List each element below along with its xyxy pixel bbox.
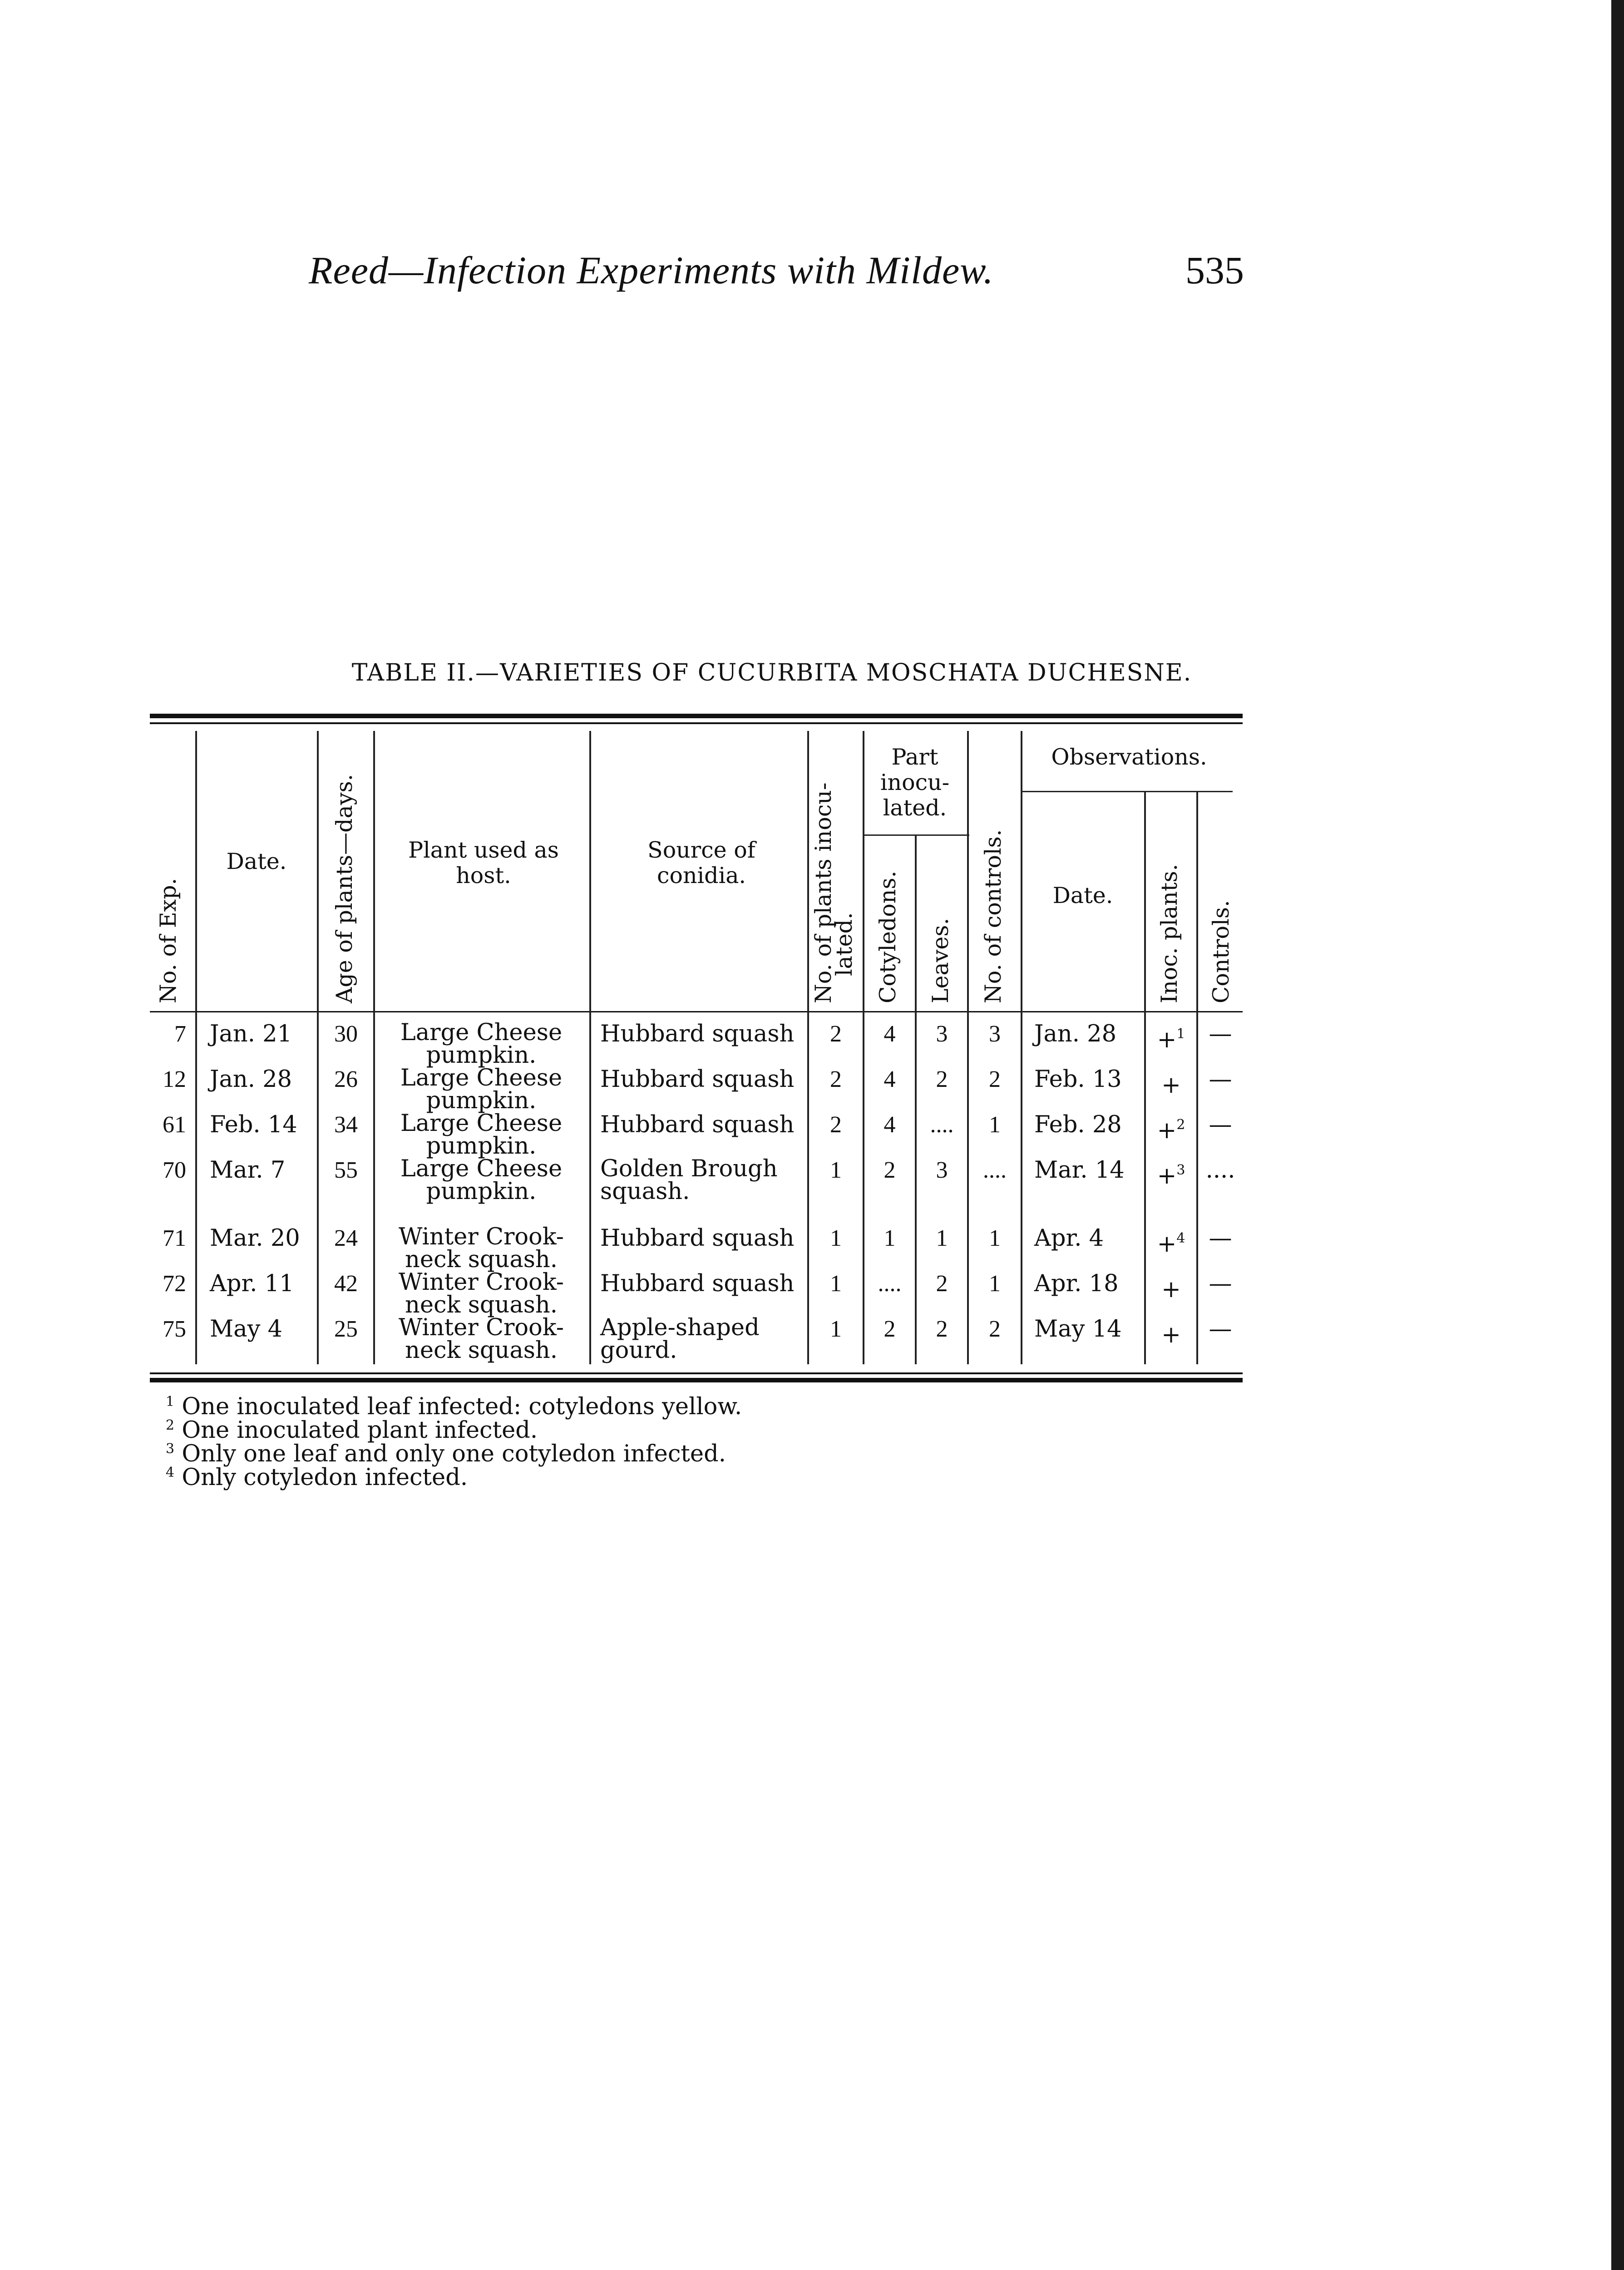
cell-plant: Winter Crook-neck squash. [399, 1269, 564, 1318]
cell-inoc-plants: +$^3$ [1157, 1162, 1185, 1189]
cell-age: 25 [334, 1316, 358, 1342]
cell-obs-date: Jan. 28 [1034, 1021, 1117, 1047]
cell-date: Feb. 14 [210, 1111, 297, 1138]
header-obs-date: Date. [1052, 883, 1113, 908]
cell-inoc-plants: +$^2$ [1157, 1117, 1185, 1144]
cell-date: May 4 [210, 1316, 283, 1342]
col-sep [967, 731, 969, 1364]
footnote: $^1$ One inoculated leaf infected: cotyledons yellow. [166, 1393, 742, 1420]
cell-leaves: 1 [936, 1225, 948, 1251]
cell-exp: 72 [163, 1271, 186, 1297]
cell-plants: 1 [830, 1316, 842, 1342]
footnote: $^3$ Only one leaf and only one cotyledon infected. [166, 1441, 726, 1467]
header-no-controls: No. of controls. [980, 829, 1006, 1003]
cell-obs-date: Apr. 18 [1034, 1270, 1119, 1297]
cell-cotyledons: 4 [884, 1021, 896, 1047]
cell-source: Hubbard squash [600, 1066, 795, 1093]
cell-date: Jan. 21 [210, 1021, 292, 1047]
cell-exp: 75 [163, 1316, 186, 1342]
col-sep [1021, 731, 1022, 1364]
table-bottom-rule-inner [150, 1372, 1243, 1374]
cell-inoc-plants: + [1161, 1322, 1181, 1348]
cell-cotyledons: 1 [884, 1225, 896, 1251]
cell-plants: 2 [830, 1112, 842, 1138]
cell-plants: 2 [830, 1021, 842, 1047]
cell-plant: Large Cheese pumpkin. [400, 1110, 563, 1160]
cell-no-controls: 3 [989, 1021, 1001, 1047]
header-cotyledons: Cotyledons. [875, 870, 901, 1003]
cell-exp: 71 [163, 1225, 186, 1251]
cell-date: Mar. 20 [210, 1225, 300, 1252]
page-edge-right [1611, 0, 1624, 2270]
cell-no-controls: 1 [989, 1271, 1001, 1297]
cell-controls: — [1209, 1021, 1232, 1047]
cell-cotyledons: 2 [884, 1157, 896, 1183]
cell-controls: .... [1205, 1157, 1235, 1184]
header-observations: Observations. [1051, 744, 1207, 770]
cell-source: Hubbard squash [600, 1111, 795, 1138]
header-age: Age of plants—days. [331, 774, 357, 1003]
header-leaves: Leaves. [928, 918, 953, 1003]
col-sep [317, 731, 319, 1364]
cell-leaves: 2 [936, 1271, 948, 1297]
table-top-rule-inner [150, 722, 1243, 724]
cell-plant: Large Cheese pumpkin. [400, 1155, 563, 1205]
cell-controls: — [1209, 1066, 1232, 1093]
cell-leaves: 3 [936, 1021, 948, 1047]
col-sep [807, 731, 809, 1364]
header-no-exp: No. of Exp. [155, 878, 181, 1003]
table-title: TABLE II.—VARIETIES OF CUCURBITA MOSCHATA DUCHESNE. [351, 659, 1192, 686]
col-sep [195, 731, 197, 1364]
cell-plant: Large Cheese pumpkin. [400, 1019, 563, 1069]
header-inoc-plants: Inoc. plants. [1156, 864, 1182, 1003]
cell-age: 42 [334, 1271, 358, 1297]
cell-age: 24 [334, 1225, 358, 1251]
cell-controls: — [1209, 1111, 1232, 1138]
page-number: 535 [1185, 248, 1244, 292]
header-bottom-rule [150, 1011, 1243, 1012]
cell-plants: 1 [830, 1157, 842, 1183]
cell-no-controls: 2 [989, 1066, 1001, 1092]
header-no-plants-line1: No. of plants inocu- [810, 782, 836, 1003]
cell-age: 55 [334, 1157, 358, 1183]
cell-plants: 1 [830, 1271, 842, 1297]
cell-controls: — [1209, 1225, 1232, 1252]
cell-no-controls: 1 [989, 1112, 1001, 1138]
cell-obs-date: Mar. 14 [1034, 1157, 1125, 1184]
cell-no-controls: 1 [989, 1225, 1001, 1251]
cell-exp: 7 [174, 1021, 186, 1047]
cell-age: 34 [334, 1112, 358, 1138]
col-sep [863, 731, 864, 1364]
cell-plants: 2 [830, 1066, 842, 1092]
cell-leaves: 2 [936, 1316, 948, 1342]
cell-inoc-plants: +$^1$ [1157, 1026, 1185, 1053]
cell-inoc-plants: + [1161, 1276, 1181, 1303]
cell-cotyledons: 4 [884, 1066, 896, 1092]
cell-cotyledons: .... [878, 1271, 902, 1297]
cell-no-controls: .... [983, 1157, 1007, 1183]
cell-source: Hubbard squash [600, 1270, 795, 1297]
cell-inoc-plants: + [1161, 1072, 1181, 1099]
cell-obs-date: May 14 [1034, 1316, 1122, 1342]
cell-obs-date: Apr. 4 [1034, 1225, 1104, 1252]
header-controls: Controls. [1208, 900, 1234, 1003]
cell-inoc-plants: +$^4$ [1157, 1230, 1185, 1258]
header-plant: Plant used as host. [408, 837, 559, 888]
running-head-title: Reed—Infection Experiments with Mildew. [309, 248, 994, 292]
cell-date: Mar. 7 [210, 1157, 286, 1184]
running-head [309, 247, 1244, 302]
table-top-rule [150, 714, 1243, 718]
cell-plants: 1 [830, 1225, 842, 1251]
cell-date: Jan. 28 [210, 1066, 292, 1093]
col-sep [373, 731, 375, 1364]
cell-obs-date: Feb. 13 [1034, 1066, 1122, 1093]
cell-plant: Winter Crook-neck squash. [399, 1314, 564, 1364]
cell-exp: 61 [163, 1112, 186, 1138]
header-source: Source of conidia. [647, 837, 755, 888]
cell-leaves: 3 [936, 1157, 948, 1183]
cell-cotyledons: 2 [884, 1316, 896, 1342]
col-sep [589, 731, 591, 1364]
footnote: $^4$ Only cotyledon infected. [166, 1464, 468, 1491]
header-no-plants-line2: lated. [831, 912, 857, 976]
cell-plant: Large Cheese pumpkin. [400, 1065, 563, 1114]
cell-no-controls: 2 [989, 1316, 1001, 1342]
footnote: $^2$ One inoculated plant infected. [166, 1417, 538, 1444]
cell-cotyledons: 4 [884, 1112, 896, 1138]
cell-source: Apple-shaped gourd. [600, 1314, 760, 1364]
cell-leaves: .... [930, 1112, 954, 1138]
header-date: Date. [226, 849, 287, 874]
cell-exp: 12 [163, 1066, 186, 1092]
cell-date: Apr. 11 [210, 1270, 294, 1297]
cell-source: Hubbard squash [600, 1225, 795, 1252]
cell-age: 26 [334, 1066, 358, 1092]
cell-leaves: 2 [936, 1066, 948, 1092]
cell-plant: Winter Crook-neck squash. [399, 1224, 564, 1273]
header-part-inoculated: Part inocu- lated. [880, 744, 950, 821]
cell-age: 30 [334, 1021, 358, 1047]
observations-subrule [1022, 791, 1233, 792]
cell-source: Golden Brough squash. [600, 1155, 778, 1205]
cell-obs-date: Feb. 28 [1034, 1111, 1122, 1138]
cell-controls: — [1209, 1316, 1232, 1342]
cell-source: Hubbard squash [600, 1021, 795, 1047]
table-bottom-rule [150, 1378, 1243, 1382]
cell-exp: 70 [163, 1157, 186, 1183]
cell-controls: — [1209, 1270, 1232, 1297]
